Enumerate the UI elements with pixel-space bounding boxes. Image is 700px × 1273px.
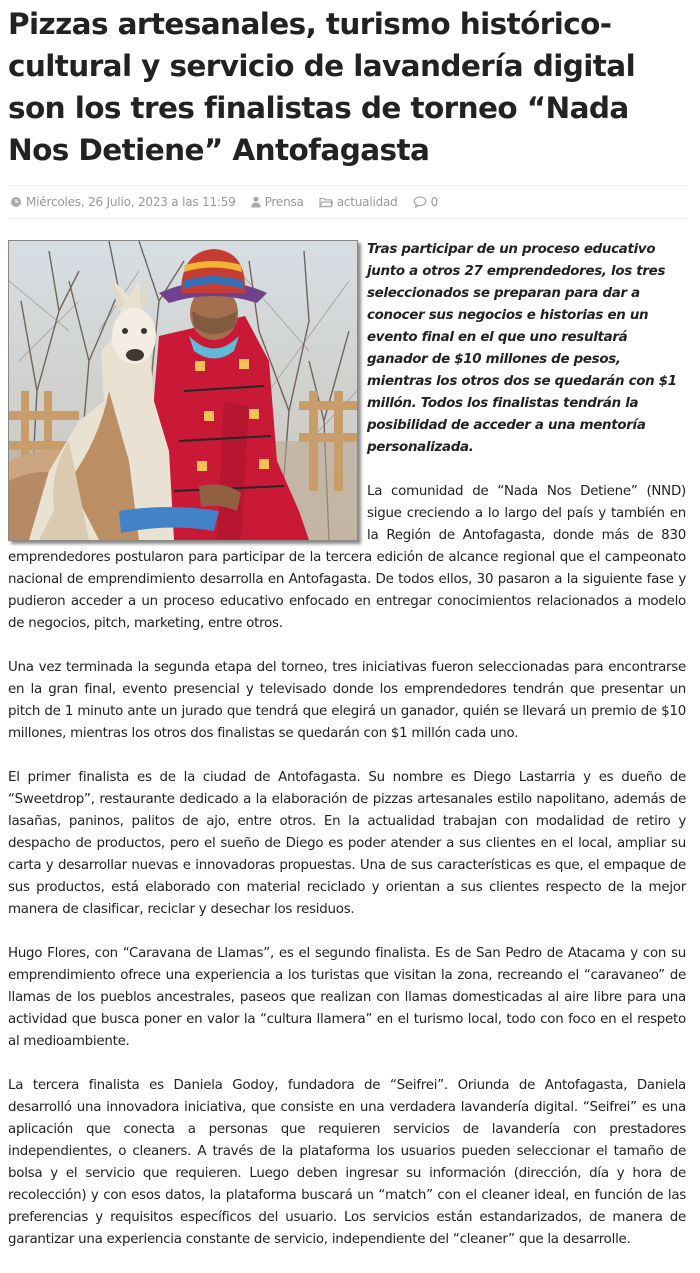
article-paragraph-4: Hugo Flores, con “Caravana de Llamas”, es el segundo finalista. Es de San Pedro de Atacama y con su emprendimiento ofrece una experiencia a los turistas que visitan la zona, recreando el “caravaneo” de llamas de los pueblos ancestrales, paseos que realizan con llamas domesticadas al aire libre para una actividad que busca poner en valor la “cultura llamera” en el turismo local, todo con foco en el respeto al medioambiente. <box>8 946 686 1049</box>
meta-category[interactable] <box>317 195 398 209</box>
meta-category-text[interactable]: actualidad <box>336 195 398 209</box>
article-paragraph-2: Una vez terminada la segunda etapa del torneo, tres iniciativas fueron seleccionadas para encontrarse en la gran final, evento presencial y televisado donde los emprendedores tendrán que presentar un pitch de 1 minuto ante un jurado que tendrá que elegirá un ganador, quién se llevará un premio de $10 millones, mientras los otros dos finalistas se quedarán con $1 millón cada uno. <box>8 660 686 741</box>
meta-date <box>8 195 236 209</box>
article-page <box>8 0 686 1273</box>
clock-icon <box>10 196 22 208</box>
folder-icon <box>319 196 333 208</box>
article-photo <box>8 240 358 541</box>
meta-author-text[interactable]: Prensa <box>264 195 304 209</box>
meta-date-text: Miércoles, 26 Julio, 2023 a las 11:59 <box>26 195 236 209</box>
article-title: Pizzas artesanales, turismo histórico-cultural y servicio de lavandería digital son los tres finalistas de torneo “Nada Nos Detiene” Antofagasta <box>8 7 636 167</box>
article-paragraph-5: La tercera finalista es Daniela Godoy, fundadora de “Seifrei”. Oriunda de Antofagasta, Daniela desarrolló una innovadora iniciativa, que consiste en una verdadera lavandería digital. “Seifrei” es una aplicación que conecta a personas que requieren servicios de lavandería con prestadores independientes, o cleaners. A través de la plataforma los usuarios pueden seleccionar el tamaño de bolsa y el servicio que requieren. Luego deben ingresar su información (dirección, día y hora de recolección) y con esos datos, la plataforma buscará un “match” con el cleaner ideal, en función de las preferencias y requisitos específicos del usuario. Los servicios están estandarizados, de manera de garantizar una experiencia constante de servicio, independiente del “cleaner” que la desarrolle. <box>8 1078 686 1247</box>
article-body <box>8 239 686 1251</box>
comment-icon <box>413 196 427 208</box>
llama-photo-illustration <box>9 241 357 540</box>
article-paragraph-1: La comunidad de “Nada Nos Detiene” (NND) sigue creciendo a lo largo del país y también en la Región de Antofagasta, donde más de 830 emprendedores postularon para participar de la tercera edición de alcance regional que el campeonato nacional de emprendimiento desarrolla en Antofagasta. De todos ellos, 30 pasaron a la siguiente fase y pudieron acceder a un proceso educativo enfocado en entregar conocimientos relacionados a modelo de negocios, pitch, marketing, entre otros. <box>8 484 686 631</box>
meta-comments-count[interactable]: 0 <box>430 195 439 209</box>
user-icon <box>251 196 261 208</box>
article-meta <box>8 185 686 219</box>
article-lead: Tras participar de un proceso educativo junto a otros 27 emprendedores, los tres seleccionados se preparan para dar a conocer sus negocios e historias en un evento final en el que uno resultará ganador de $10 millones de pesos, mientras los otros dos se quedarán con $1 millón. Todos los finalistas tendrán la posibilidad de acceder a una mentoría personalizada. <box>367 242 677 455</box>
meta-comments[interactable] <box>411 195 438 209</box>
article-paragraph-3: El primer finalista es de la ciudad de Antofagasta. Su nombre es Diego Lastarria y es dueño de “Sweetdrop”, restaurante dedicado a la elaboración de pizzas artesanales estilo napolitano, además de lasañas, paninos, palitos de ajo, entre otros. En la actualidad trabajan con modalidad de retiro y despacho de productos, pero el sueño de Diego es poder atender a sus clientes en el local, ampliar su carta y desarrollar nuevas e innovadoras propuestas. Una de sus características es que, el empaque de sus productos, está elaborado con material reciclado y orientan a sus clientes respecto de la mejor manera de clasificar, reciclar y desechar los residuos. <box>8 770 686 917</box>
meta-author[interactable] <box>249 195 304 209</box>
